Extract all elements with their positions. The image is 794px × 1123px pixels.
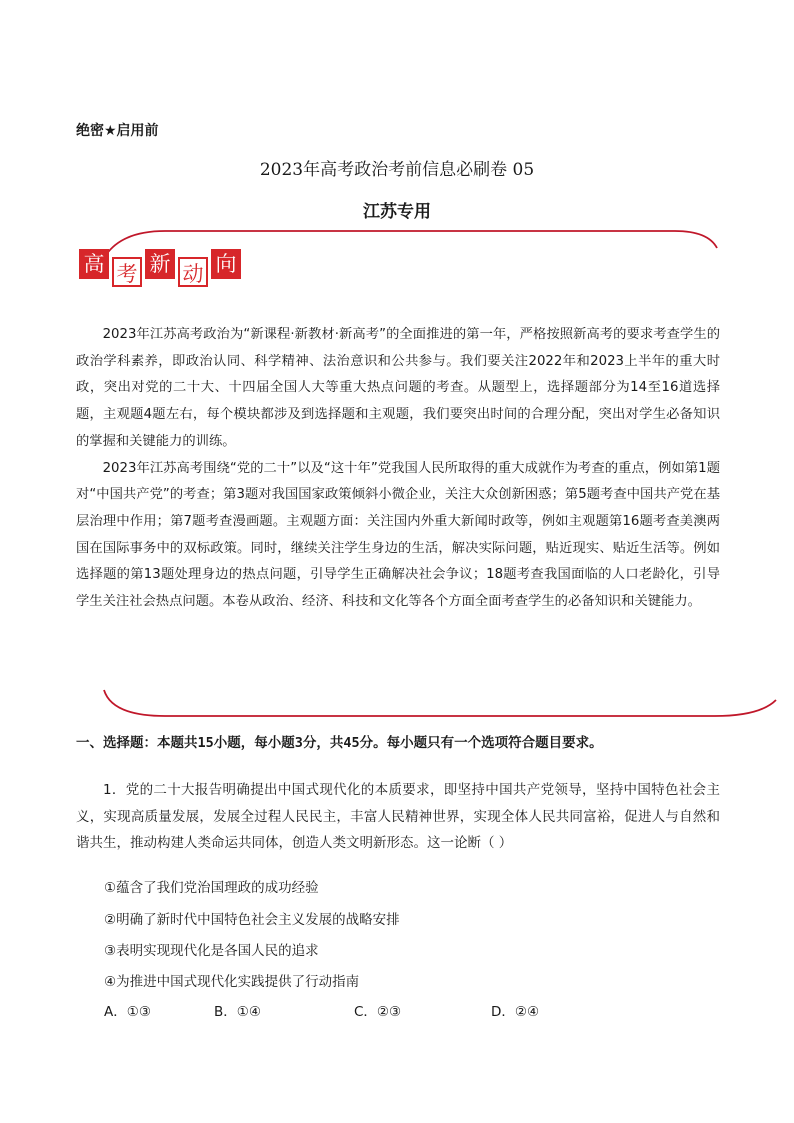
secret-label: 绝密★启用前: [76, 123, 159, 139]
paper-subtitle: 江苏专用: [363, 202, 431, 222]
choice-b: B．①④: [214, 1004, 261, 1020]
choice-a: A．①③: [104, 1004, 151, 1020]
statement-3: ③表明实现现代化是各国人民的追求: [104, 943, 319, 959]
paper-title: 2023年高考政治考前信息必刷卷 05: [259, 160, 535, 180]
statement-2: ②明确了新时代中国特色社会主义发展的战略安排: [104, 912, 400, 928]
banner-char-3: 新: [145, 249, 175, 279]
banner-char-4: 动: [178, 257, 208, 287]
banner-char-2: 考: [112, 257, 142, 287]
question-1-stem: 1．党的二十大报告明确提出中国式现代化的本质要求，即坚持中国共产党领导，坚持中国特色社会主义，实现高质量发展，发展全过程人民民主，丰富人民精神世界，实现全体人民共同富裕，促进人与自然和谐共生，推动构建人类命运共同体，创造人类文明新形态。这一论断（ ）: [76, 782, 720, 852]
bottom-arc: [104, 690, 776, 716]
intro-paragraph-2: 2023年江苏高考围绕“党的二十”以及“这十年”党我国人民所取得的重大成就作为考查的重点，例如第1题对“中国共产党”的考查；第3题对我国国家政策倾斜小微企业，关注大众创新困惑；第5题考查中国共产党在基层治理中作用；第7题考查漫画题。主观题方面：关注国内外重大新闻时政等，例如主观题第16题考查美澳两国在国际事务中的双标政策。同时，继续关注学生身边的生活，解决实际问题，贴近现实、贴近生活等。例如选择题的第13题处理身边的热点问题，引导学生正确解决社会争议；18题考查我国面临的人口老龄化，引导学生关注社会热点问题。本卷从政治、经济、科技和文化等各个方面全面考查学生的必备知识和关键能力。: [76, 460, 720, 610]
statement-1: ①蕴含了我们党治国理政的成功经验: [104, 880, 319, 896]
intro-text: [76, 322, 720, 616]
choice-d: D．②④: [491, 1004, 540, 1020]
intro-paragraph-1: 2023年江苏高考政治为“新课程·新教材·新高考”的全面推进的第一年，严格按照新高考的要求考查学生的政治学科素养，即政治认同、科学精神、法治意识和公共参与。我们要关注2022年和2023上半年的重大时政，突出对党的二十大、十四届全国人大等重大热点问题的考查。从题型上，选择题部分为14至16道选择题，主观题4题左右，每个模块都涉及到选择题和主观题，我们要突出时间的合理分配，突出对学生必备知识的掌握和关键能力的训练。: [76, 327, 720, 449]
choice-c: C．②③: [354, 1004, 402, 1020]
gaokao-trend-banner: [79, 249, 244, 287]
banner-char-5: 向: [211, 249, 241, 279]
statement-4: ④为推进中国式现代化实践提供了行动指南: [104, 974, 360, 990]
section-heading: 一、选择题：本题共15小题，每小题3分，共45分。每小题只有一个选项符合题目要求。: [76, 735, 603, 751]
banner-char-1: 高: [79, 249, 109, 279]
